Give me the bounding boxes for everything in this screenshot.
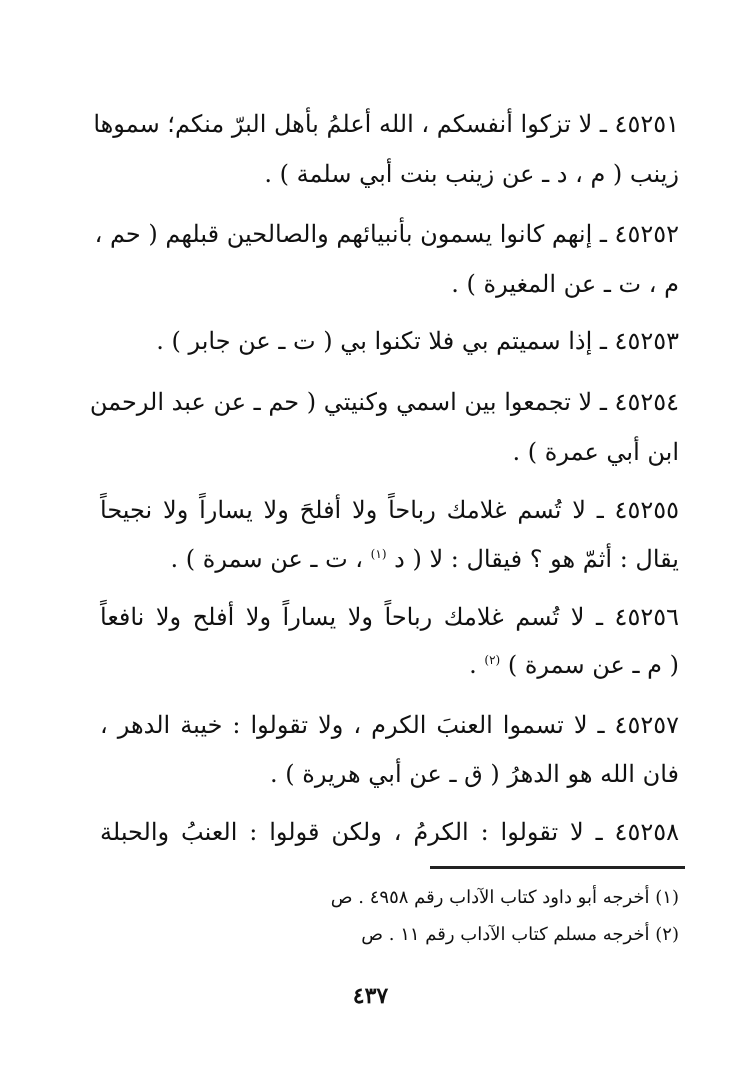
footnote-2: (٢) أخرجه مسلم كتاب الآداب رقم ١١ . ص (361, 924, 679, 945)
hadith-4525-8-line-1: ٤٥٢٥٨ ـ لا تقولوا : الكرمُ ، ولكن قولوا : العنبُ والحبلة (100, 818, 679, 846)
footnote-1: (١) أخرجه أبو داود كتاب الآداب رقم ٤٩٥٨ . ص (330, 887, 679, 908)
hadith-4525-3-line-1: ٤٥٢٥٣ ـ إذا سميتم بي فلا تكنوا بي ( ت ـ عن جابر ) . (156, 327, 679, 355)
hadith-4525-1-line-1: ٤٥٢٥١ ـ لا تزكوا أنفسكم ، الله أعلمُ بأهل البرّ منكم؛ سموها (93, 110, 679, 138)
hadith-4525-5-line-2-text-a: يقال : أثمّ هو ؟ فيقال : لا ( د (386, 545, 679, 573)
hadith-4525-6-line-2-text-a: ( م ـ عن سمرة ) (500, 651, 679, 679)
hadith-4525-4-line-1: ٤٥٢٥٤ ـ لا تجمعوا بين اسمي وكنيتي ( حم ـ عن عبد الرحمن (89, 388, 679, 416)
hadith-4525-6-line-2 (100, 648, 679, 682)
hadith-4525-6-line-1: ٤٥٢٥٦ ـ لا تُسم غلامك رباحاً ولا يساراً ولا أفلح ولا نافعاً (100, 603, 679, 631)
hadith-4525-5-line-1: ٤٥٢٥٥ ـ لا تُسم غلامك رباحاً ولا أفلحَ ولا يساراً ولا نجيحاً (100, 496, 679, 524)
hadith-4525-5-line-2-text-b: ، ت ـ عن سمرة ) . (170, 545, 371, 573)
hadith-4525-6-line-2-text-b: . (469, 651, 485, 679)
footnote-ref-2: (٢) (484, 653, 501, 667)
footnote-separator (430, 866, 685, 869)
hadith-4525-2-line-2: م ، ت ـ عن المغيرة ) . (451, 270, 679, 298)
hadith-4525-7-line-1: ٤٥٢٥٧ ـ لا تسموا العنبَ الكرم ، ولا تقولوا : خيبة الدهر ، (100, 711, 679, 739)
hadith-4525-2-line-1: ٤٥٢٥٢ ـ إنهم كانوا يسمون بأنبيائهم والصالحين قبلهم ( حم ، (94, 220, 679, 248)
hadith-4525-1-line-2: زينب ( م ، د ـ عن زينب بنت أبي سلمة ) . (264, 160, 679, 188)
hadith-4525-7-line-2: فان الله هو الدهرُ ( ق ـ عن أبي هريرة ) . (270, 760, 679, 788)
footnote-ref-1: (١) (370, 547, 387, 561)
page-number: ٤٣٧ (352, 983, 389, 1009)
hadith-4525-4-line-2: ابن أبي عمرة ) . (512, 438, 679, 466)
hadith-4525-5-line-2 (100, 542, 679, 576)
